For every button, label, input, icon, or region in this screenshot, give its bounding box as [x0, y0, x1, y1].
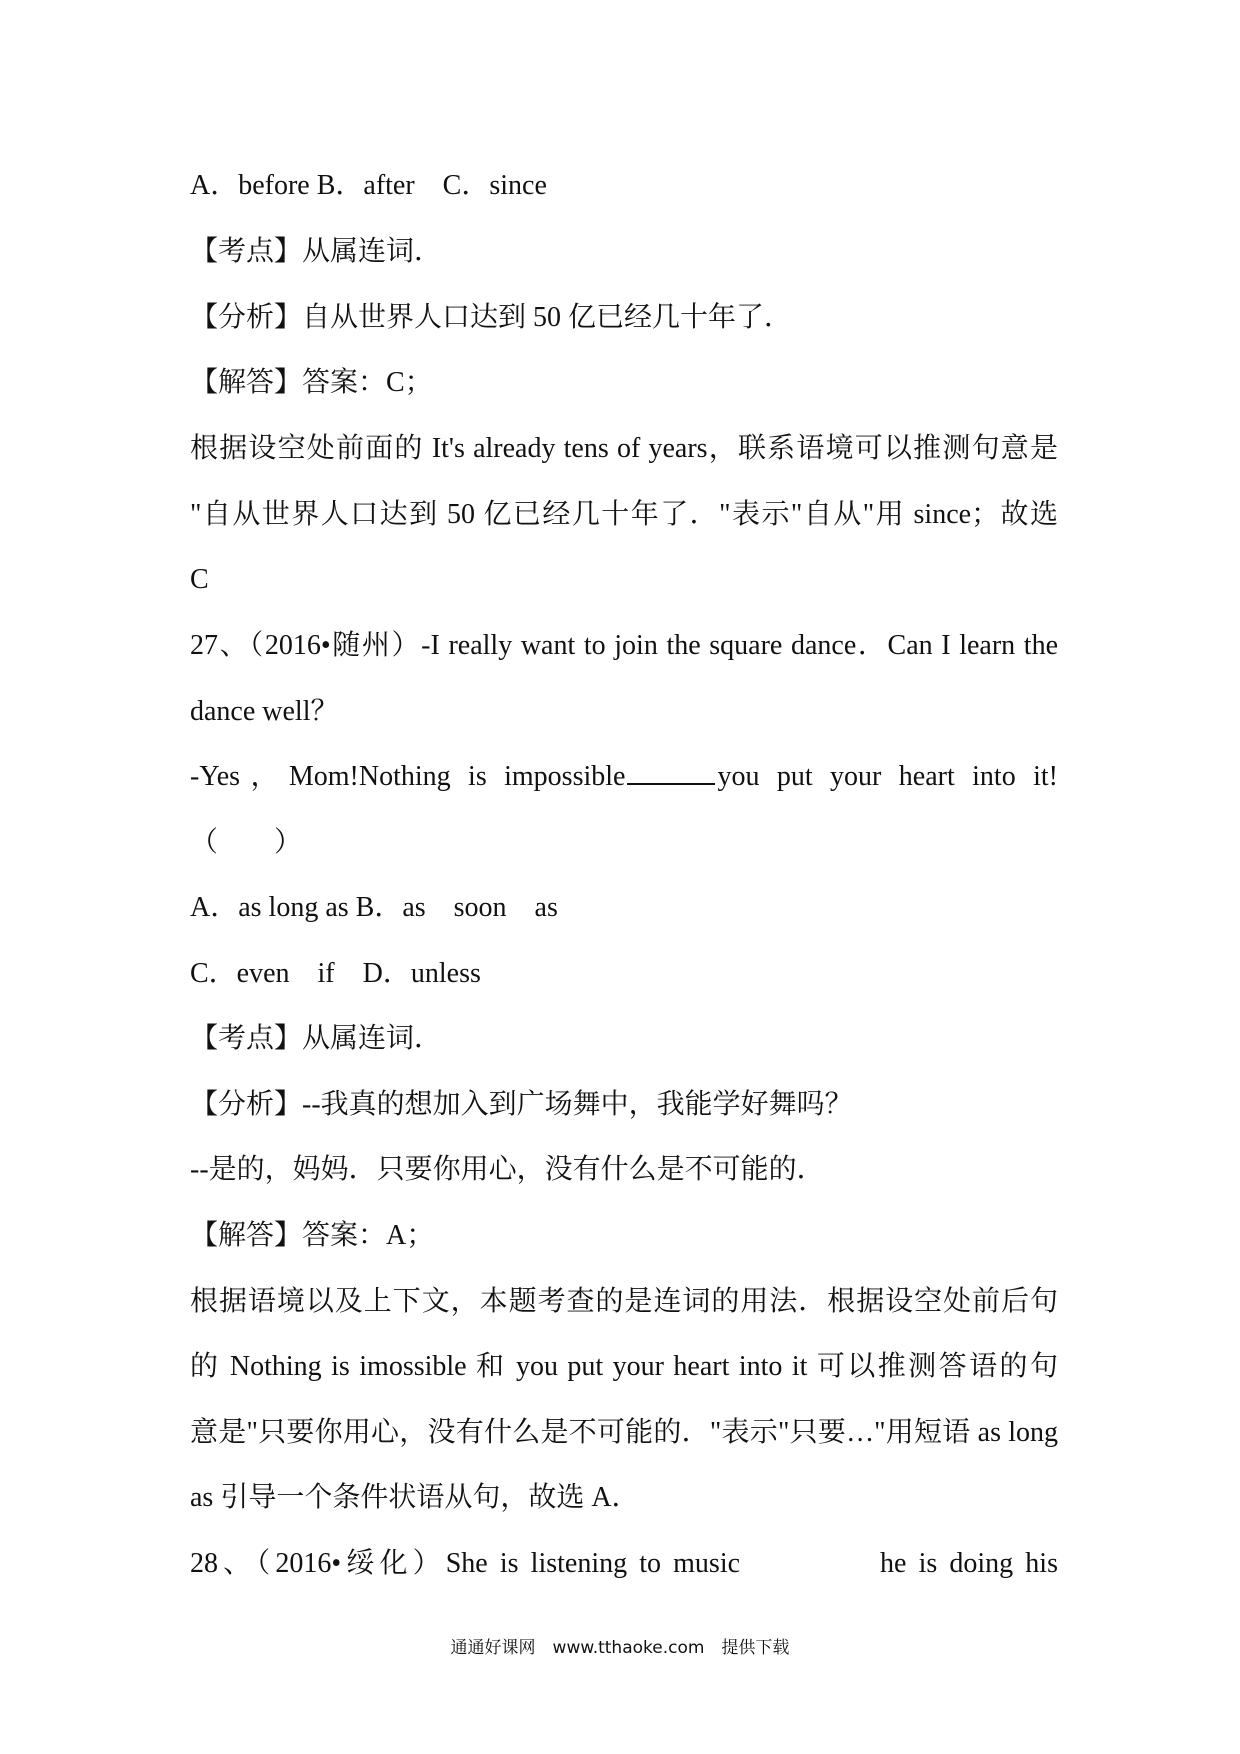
explanation-line: as 引导一个条件状语从句，故选 A．	[190, 1482, 640, 1513]
response-text: you put your heart into it!	[717, 761, 1058, 792]
explanation-line: 根据语境以及上下文，本题考查的是连词的用法．根据设空处前后句	[190, 1286, 1058, 1317]
explanation-line: C	[190, 564, 209, 595]
fenxi-line: --是的，妈妈．只要你用心，没有什么是不可能的．	[190, 1154, 825, 1185]
answer-options-line: C．even if D．unless	[190, 958, 481, 989]
question-text: he is doing his	[880, 1548, 1058, 1579]
answer-options-line: A．as long as B．as soon as	[190, 892, 558, 923]
jieda-line: 【解答】答案：A；	[190, 1220, 435, 1251]
question-27-stem: dance well？	[190, 696, 339, 727]
fenxi-line: 【分析】--我真的想加入到广场舞中，我能学好舞吗？	[190, 1089, 853, 1120]
question-27-stem: 27、（2016•随州）-I really want to join the square dance．Can I learn the	[190, 630, 1058, 661]
kaodian-line: 【考点】从属连词．	[190, 1023, 443, 1054]
explanation-line: 根据设空处前面的 It's already tens of years，联系语境可以推测句意是	[190, 433, 1058, 464]
question-28-stem	[190, 1546, 1058, 1582]
answer-bracket: （ ）	[190, 827, 303, 858]
question-text: 28、（2016•绥化）She is listening to music	[190, 1548, 741, 1579]
response-text: -Yes，Mom!Nothing is impossible	[190, 761, 626, 792]
question-27-response	[190, 759, 1058, 795]
explanation-line: 的 Nothing is imossible 和 you put your heart into it 可以推测答语的句	[190, 1351, 1058, 1382]
explanation-line: 意是"只要你用心，没有什么是不可能的．"表示"只要…"用短语 as long	[190, 1417, 1058, 1448]
explanation-line: "自从世界人口达到 50 亿已经几十年了．"表示"自从"用 since；故选	[190, 499, 1058, 530]
page-footer: 通通好课网 www.tthaoke.com 提供下载	[450, 1638, 790, 1658]
fenxi-line: 【分析】自从世界人口达到 50 亿已经几十年了．	[190, 302, 793, 333]
answer-options-line: A．before B．after C．since	[190, 170, 547, 201]
fill-blank	[627, 759, 715, 785]
kaodian-line: 【考点】从属连词．	[190, 236, 443, 267]
jieda-line: 【解答】答案：C；	[190, 367, 433, 398]
